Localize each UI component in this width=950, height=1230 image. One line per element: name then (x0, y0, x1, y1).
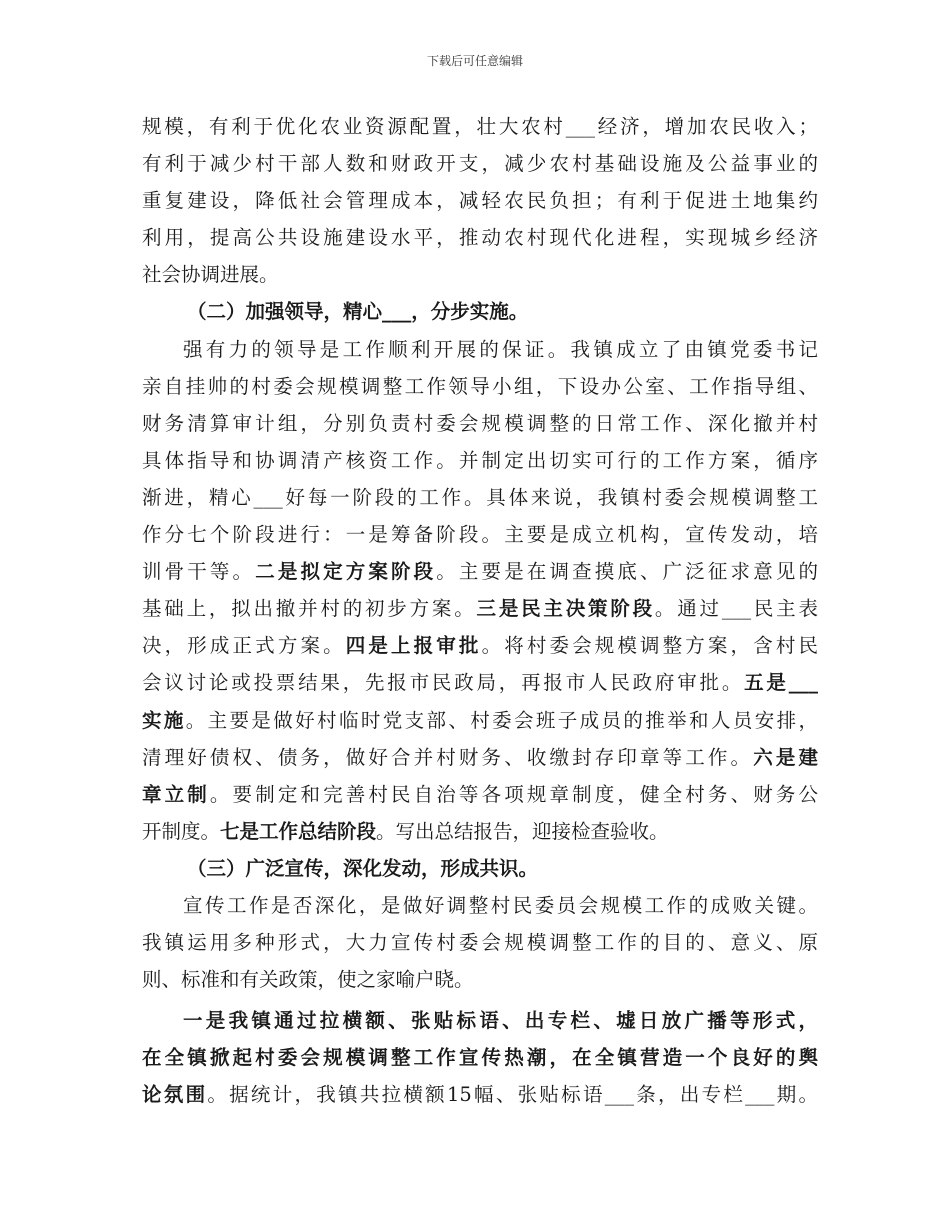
body-line (142, 442, 818, 479)
text-run: 清理好债权、债务，做好合并村财务、收缴封存印章等工作。 (142, 745, 754, 769)
text-run: 决，形成正式方案。 (142, 634, 346, 658)
text-run: 。写出总结报告，迎接检查验收。 (376, 819, 669, 843)
text-run: 训骨干等。 (142, 560, 256, 584)
text-run: 强有力的领导是工作顺利开展的保证。我镇成立了由镇党委书记 (183, 337, 818, 361)
page-header-note: 下载后可任意编辑 (426, 54, 523, 68)
body-line (142, 627, 818, 664)
text-run: 我镇运用多种形式，大力宣传村委会规模调整工作的目的、意义、原 (142, 931, 818, 955)
text-run: 财务清算审计组，分别负责村委会规模调整的日常工作、深化撤并村 (142, 411, 818, 435)
body-line (142, 813, 818, 850)
body-line (142, 961, 818, 998)
body-line (142, 256, 818, 293)
body-line (142, 108, 818, 145)
body-line-bold (142, 1039, 818, 1076)
text-run: 。要制定和完善村民自治等各项规章制度，健全村务、财务公 (209, 782, 818, 806)
body-line (142, 219, 818, 256)
document-body (142, 108, 818, 1114)
body-line (142, 405, 818, 442)
body-line (142, 368, 818, 405)
body-line (142, 776, 818, 813)
text-run: 利用，提高公共设施建设水平，推动农村现代化进程，实现城乡经济 (142, 226, 818, 250)
text-run: 。主要是在调查摸底、广泛征求意见的 (436, 560, 818, 584)
section-heading-2 (142, 293, 818, 330)
text-run: 渐进，精心___好每一阶段的工作。具体来说，我镇村委会规模调整工 (142, 485, 818, 509)
body-line (142, 331, 818, 368)
text-run: 则、标准和有关政策，使之家喻户晓。 (142, 968, 474, 992)
bold-run: 七是工作总结阶段 (220, 819, 377, 843)
body-line (142, 590, 818, 627)
text-run: 宣传工作是否深化，是做好调整村民委员会规模工作的成败关键。 (183, 893, 818, 917)
text-run: 具体指导和协调清产核资工作。并制定出切实可行的工作方案，循序 (142, 448, 818, 472)
heading-text: （三）广泛宣传，深化发动，形成共识。 (187, 856, 539, 880)
body-line (142, 664, 818, 701)
text-run: 基础上，拟出撤并村的初步方案。 (142, 597, 477, 621)
bold-run: 四是上报审批 (345, 634, 482, 658)
bold-run: 五是___ (744, 671, 818, 695)
bold-run: 实施 (142, 708, 186, 732)
text-run: 重复建设，降低社会管理成本，减轻农民负担；有利于促进土地集约 (142, 189, 818, 213)
body-line (142, 516, 818, 553)
heading-text: （二）加强领导，精心___，分步实施。 (187, 300, 529, 324)
text-run: 开制度。 (142, 819, 221, 843)
text-run: 亲自挂帅的村委会规模调整工作领导小组，下设办公室、工作指导组、 (142, 374, 818, 398)
body-line (142, 553, 818, 590)
text-run: 有利于减少村干部人数和财政开支，减少农村基础设施及公益事业的 (142, 152, 818, 176)
body-line (142, 702, 818, 739)
bold-run: 一是我镇通过拉横额、张贴标语、出专栏、墟日放广播等形式， (183, 1009, 818, 1033)
section-heading-3 (142, 850, 818, 887)
body-line (142, 1076, 818, 1113)
body-line (142, 145, 818, 182)
text-run: 作分七个阶段进行：一是筹备阶段。主要是成立机构，宣传发动，培 (142, 523, 818, 547)
body-line-bold (142, 1002, 818, 1039)
text-run: 规模，有利于优化农业资源配置，壮大农村___经济，增加农民收入； (142, 115, 818, 138)
text-run: 会议讨论或投票结果，先报市民政局，再报市人民政府审批。 (142, 671, 745, 695)
body-line (142, 479, 818, 516)
body-line (142, 924, 818, 961)
bold-run: 章立制 (142, 782, 210, 806)
body-line (142, 182, 818, 219)
bold-run: 在全镇掀起村委会规模调整工作宣传热潮，在全镇营造一个良好的舆 (142, 1046, 818, 1070)
bold-run: 二是拟定方案阶段 (255, 560, 437, 584)
bold-run: 论氛围 (142, 1083, 208, 1107)
bold-run: 六是建 (753, 745, 818, 769)
text-run: 。主要是做好村临时党支部、村委会班子成员的推举和人员安排， (185, 708, 818, 732)
text-run: 。将村委会规模调整方案，含村民 (481, 634, 818, 658)
bold-run: 三是民主决策阶段 (476, 597, 655, 621)
body-line (142, 739, 818, 776)
text-run: 社会协调进展。 (142, 263, 279, 287)
text-run: 。通过___民主表 (654, 597, 818, 621)
body-line (142, 887, 818, 924)
text-run: 。据统计，我镇共拉横额15幅、张贴标语___条，出专栏___期。 (207, 1083, 818, 1107)
